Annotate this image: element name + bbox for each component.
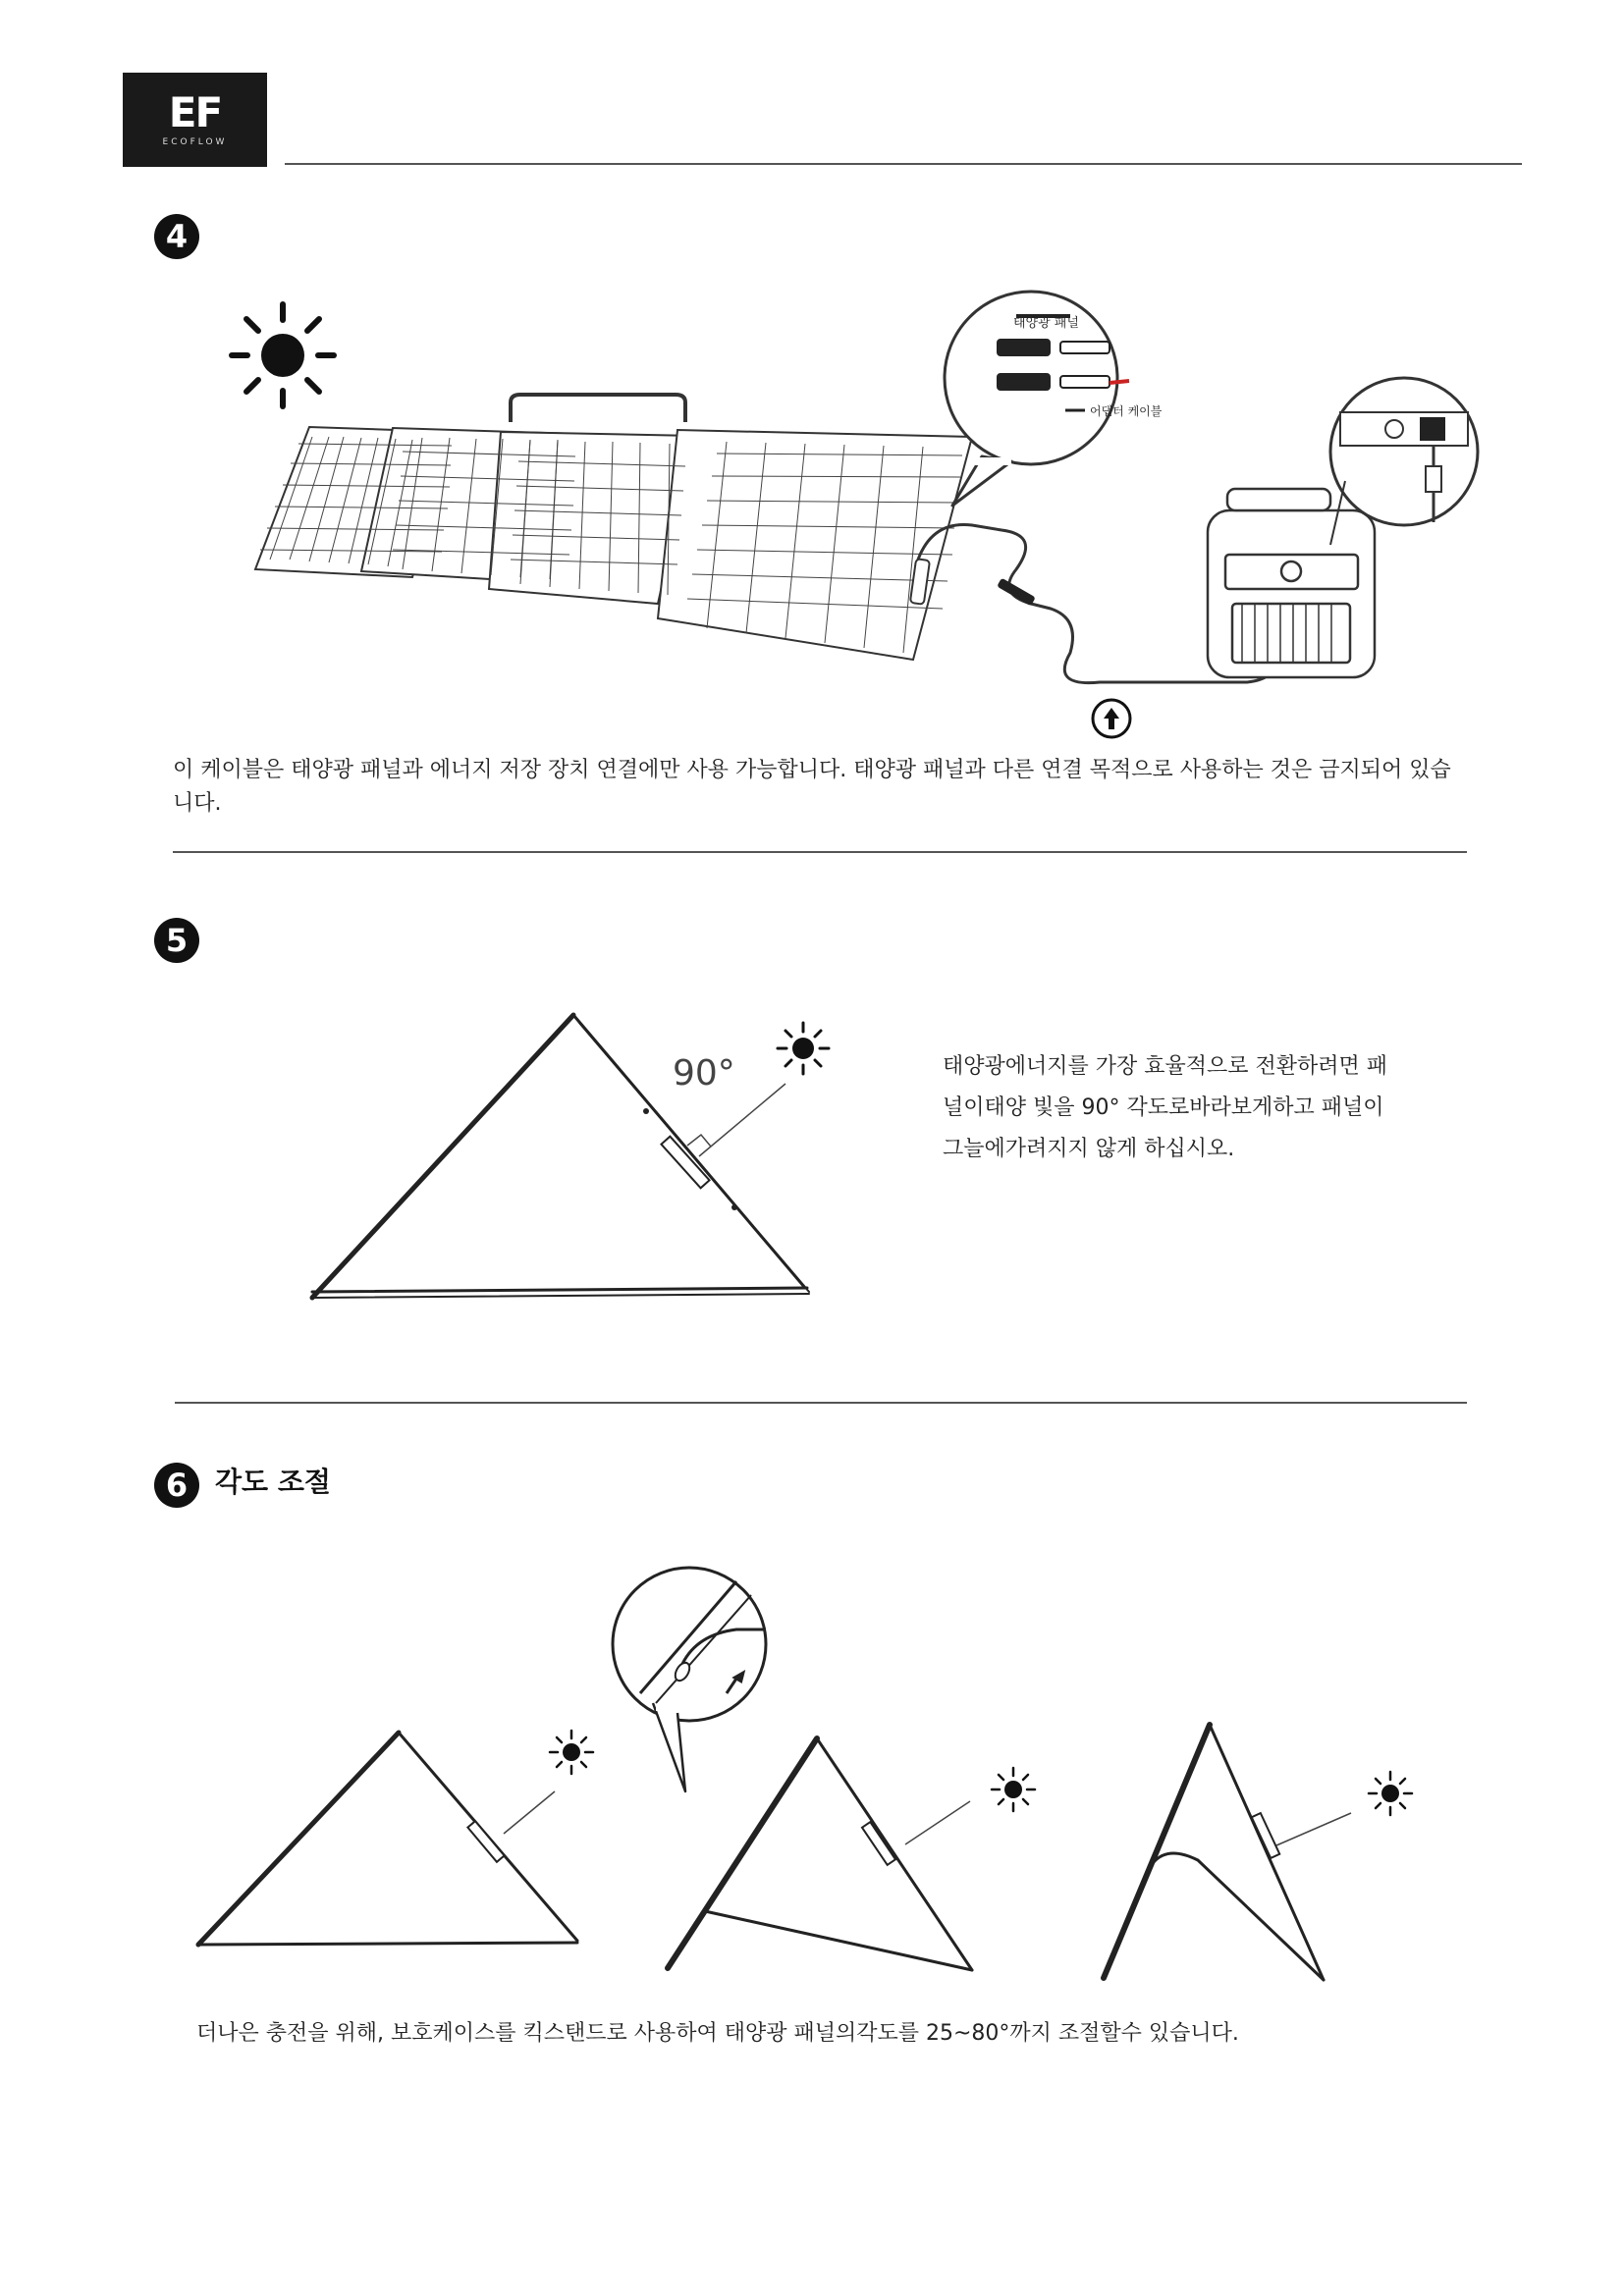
step-4-illustration (196, 265, 1492, 746)
logo-text: ECOFLOW (162, 137, 228, 147)
up-arrow-icon (1093, 700, 1130, 737)
sun-icon (232, 304, 334, 406)
step-5-illustration (295, 1001, 864, 1315)
sun-icon (778, 1023, 829, 1074)
sun-icon (992, 1768, 1035, 1811)
solar-panel (255, 427, 972, 660)
step-6-description: 더나은 충전을 위해, 보호케이스를 킥스탠드로 사용하여 태양광 패널의각도를 25~80°까지 조절할수 있습니다. (196, 2021, 1239, 2046)
step-4-badge: 4 (154, 214, 199, 259)
step-6-badge: 6 (154, 1463, 199, 1508)
logo-mark: EF (168, 88, 222, 136)
step-6-illustration (187, 1556, 1463, 1988)
step-5-line-1: 태양광에너지를 가장 효율적으로 전환하려면 패 (943, 1054, 1388, 1079)
section-divider-1 (173, 851, 1467, 853)
ecoflow-logo (123, 73, 267, 167)
sun-icon (1369, 1772, 1412, 1815)
section-divider-2 (175, 1402, 1467, 1404)
step-4-description: 이 케이블은 태양광 패널과 에너지 저장 장치 연결에만 사용 가능합니다. 태양광 패널과 다른 연결 목적으로 사용하는 것은 금지되어 있습니다. (173, 758, 1451, 816)
step-5-line-3: 그늘에가려지지 않게 하십시오. (943, 1137, 1235, 1161)
step-5-line-2: 널이태양 빛을 90° 각도로바라보게하고 패널이 (943, 1095, 1384, 1120)
step-6-title: 각도 조절 (215, 1466, 331, 1498)
header-rule (285, 163, 1522, 165)
angle-90-label: 90° (673, 1053, 735, 1094)
sun-icon (550, 1731, 593, 1774)
callout-cable-label: 어댑터 케이블 (1090, 404, 1163, 418)
kickstand-detail-callout (613, 1568, 766, 1791)
callout-panel-label: 태양광 패널 (1013, 316, 1079, 331)
power-station (1208, 489, 1375, 677)
step-5-badge: 5 (154, 918, 199, 963)
